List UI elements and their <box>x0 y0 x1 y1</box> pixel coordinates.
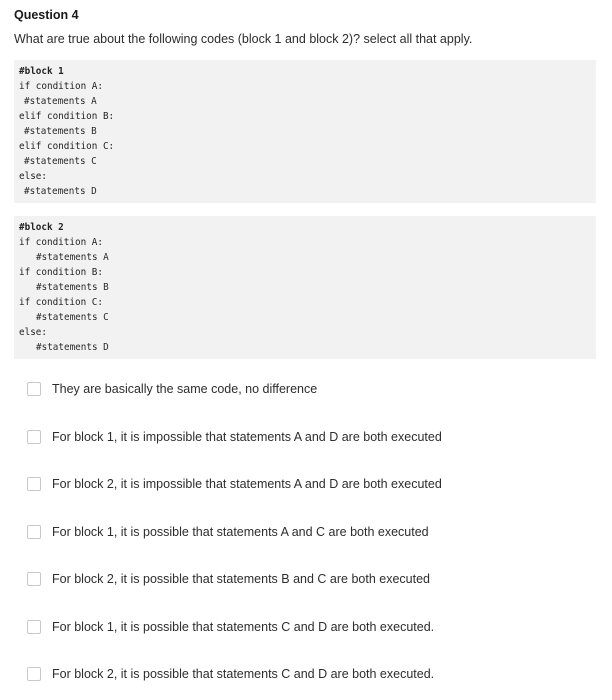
answer-option-5[interactable] <box>27 570 430 588</box>
code-line: if condition A: <box>19 237 103 248</box>
code-line: #statements C <box>36 312 109 323</box>
code-line: if condition A: <box>19 81 103 92</box>
code-line: if condition B: <box>19 267 103 278</box>
code-line: #block 2 <box>19 222 64 233</box>
code-line: #statements B <box>36 282 109 293</box>
answer-option-4[interactable] <box>27 523 429 541</box>
code-line: #statements B <box>24 126 97 137</box>
code-line: #block 1 <box>19 66 64 77</box>
code-line: elif condition B: <box>19 111 115 122</box>
option-label: For block 1, it is impossible that statements A and D are both executed <box>52 430 442 444</box>
code-line: if condition C: <box>19 297 103 308</box>
code-block-2 <box>14 216 596 359</box>
question-prompt: What are true about the following codes (block 1 and block 2)? select all that apply. <box>14 32 473 46</box>
option-label: For block 2, it is possible that statements C and D are both executed. <box>52 667 435 681</box>
checkbox[interactable] <box>27 620 41 634</box>
code-line: #statements A <box>24 96 97 107</box>
checkbox[interactable] <box>27 430 41 444</box>
checkbox[interactable] <box>27 382 41 396</box>
answer-option-1[interactable] <box>27 380 317 398</box>
checkbox[interactable] <box>27 572 41 586</box>
code-line: else: <box>19 171 47 182</box>
option-label: For block 1, it is possible that statements A and C are both executed <box>52 525 429 539</box>
answer-option-7[interactable] <box>27 665 434 683</box>
question-title: Question 4 <box>14 8 79 22</box>
code-line: #statements A <box>36 252 109 263</box>
checkbox[interactable] <box>27 525 41 539</box>
checkbox[interactable] <box>27 667 41 681</box>
code-line: #statements C <box>24 156 97 167</box>
code-line: else: <box>19 327 47 338</box>
code-line: #statements D <box>24 186 97 197</box>
option-label: For block 2, it is impossible that statements A and D are both executed <box>52 477 442 491</box>
option-label: For block 1, it is possible that statements C and D are both executed. <box>52 620 435 634</box>
option-label: They are basically the same code, no difference <box>52 382 318 396</box>
checkbox[interactable] <box>27 477 41 491</box>
code-line: elif condition C: <box>19 141 115 152</box>
code-line: #statements D <box>36 342 109 353</box>
option-label: For block 2, it is possible that statements B and C are both executed <box>52 572 430 586</box>
answer-option-3[interactable] <box>27 475 442 493</box>
code-block-1 <box>14 60 596 203</box>
answer-option-2[interactable] <box>27 428 442 446</box>
answer-option-6[interactable] <box>27 618 434 636</box>
